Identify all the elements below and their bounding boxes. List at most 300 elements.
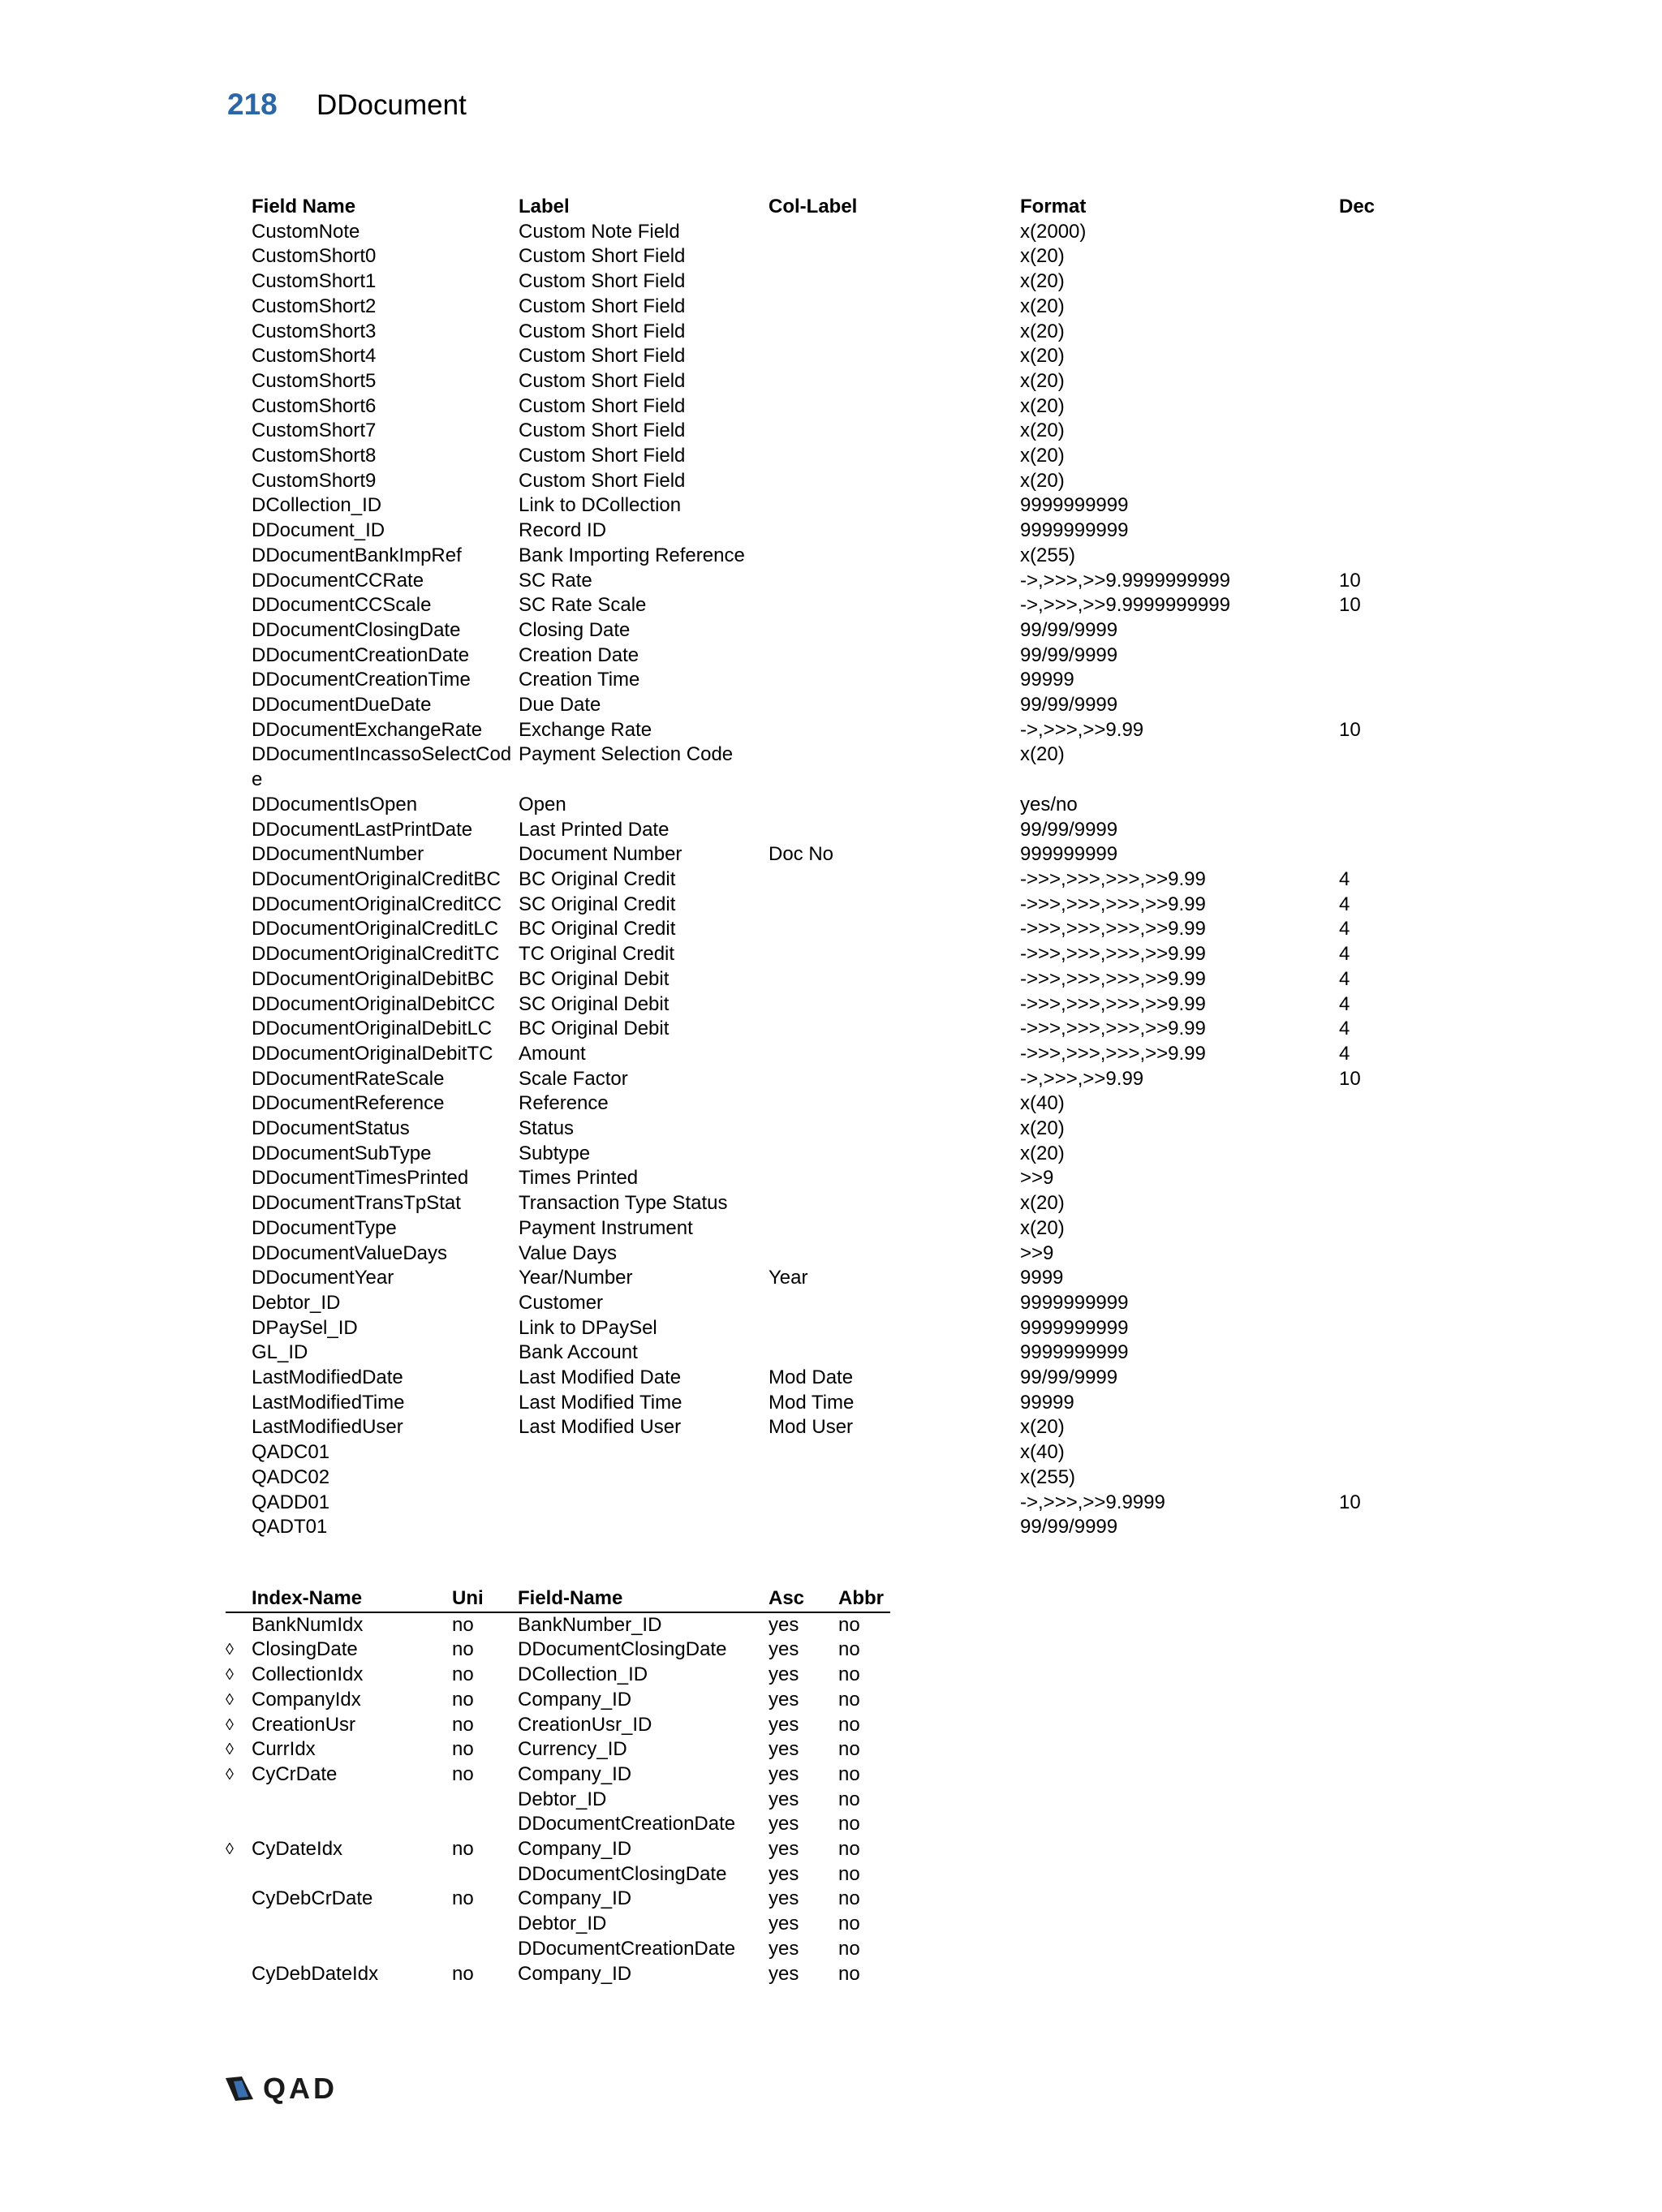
col-label-cell xyxy=(769,1291,1020,1316)
field-name-cell: DDocumentOriginalDebitLC xyxy=(252,1018,493,1040)
format-cell: x(20) xyxy=(1020,743,1065,766)
table-row xyxy=(252,419,1404,444)
table-row xyxy=(252,1341,1404,1366)
field-name-cell: LastModifiedUser xyxy=(252,1416,403,1439)
abbr-cell: no xyxy=(838,1688,860,1711)
label-cell: SC Original Debit xyxy=(519,992,670,1015)
label-cell: Status xyxy=(519,1117,575,1140)
index-marker-icon: ◊ xyxy=(226,1690,234,1709)
field-name-cell: LastModifiedTime xyxy=(252,1391,405,1414)
table-row xyxy=(252,444,1404,469)
index-field-cell: Debtor_ID xyxy=(518,1913,607,1935)
dec-cell xyxy=(1339,693,1404,718)
dec-cell xyxy=(1339,295,1404,320)
label-cell: Last Modified Date xyxy=(519,1366,682,1389)
label-cell: Year/Number xyxy=(519,1267,633,1289)
col-label-cell xyxy=(769,1142,1020,1167)
field-table-body xyxy=(252,220,1404,1540)
table-row xyxy=(252,1216,1404,1242)
field-name-cell: DDocumentOriginalCreditCC xyxy=(252,893,502,915)
table-row xyxy=(226,1912,890,1937)
format-cell: >>9 xyxy=(1020,1242,1054,1264)
label-cell: Custom Short Field xyxy=(519,345,686,368)
dec-cell xyxy=(1339,1415,1404,1440)
col-header-index-name: Index-Name xyxy=(252,1586,452,1612)
dec-cell xyxy=(1339,1242,1404,1267)
dec-cell xyxy=(1339,1341,1404,1366)
col-label-cell xyxy=(769,1515,1020,1540)
field-name-cell: DDocumentTimesPrinted xyxy=(252,1167,469,1190)
abbr-cell: no xyxy=(838,1813,860,1835)
index-marker-icon: ◊ xyxy=(226,1641,234,1659)
label-cell: SC Original Credit xyxy=(519,893,676,915)
dec-cell xyxy=(1339,793,1404,818)
dec-cell xyxy=(1339,269,1404,295)
format-cell: x(20) xyxy=(1020,270,1065,293)
format-cell: ->,>>>,>>9.9999 xyxy=(1020,1491,1165,1513)
label-cell: BC Original Credit xyxy=(519,918,676,940)
abbr-cell: no xyxy=(838,1713,860,1736)
field-name-cell: CustomShort5 xyxy=(252,369,377,392)
field-name-cell: CustomShort6 xyxy=(252,394,377,417)
format-cell: x(20) xyxy=(1020,469,1065,492)
uni-cell: no xyxy=(452,1887,474,1910)
abbr-cell: no xyxy=(838,1638,860,1661)
index-marker-icon xyxy=(226,1812,252,1837)
col-label-cell xyxy=(769,320,1020,345)
label-cell: Open xyxy=(519,793,566,816)
dec-cell xyxy=(1339,1291,1404,1316)
format-cell: 9999999999 xyxy=(1020,494,1129,517)
abbr-cell: no xyxy=(838,1937,860,1960)
field-name-cell: CustomNote xyxy=(252,220,360,243)
label-cell: Custom Short Field xyxy=(519,420,686,442)
dec-cell xyxy=(1339,1266,1404,1291)
label-cell: Last Printed Date xyxy=(519,818,670,841)
dec-cell xyxy=(1339,493,1404,519)
index-field-cell: DDocumentCreationDate xyxy=(518,1813,736,1835)
format-cell: 999999999 xyxy=(1020,843,1118,866)
label-cell: Creation Date xyxy=(519,643,639,666)
label-cell: Transaction Type Status xyxy=(519,1192,728,1215)
table-row xyxy=(226,1663,890,1688)
col-header-uni: Uni xyxy=(452,1586,518,1612)
col-label-cell xyxy=(769,519,1020,544)
label-cell: Payment Instrument xyxy=(519,1216,693,1239)
dec-cell: 4 xyxy=(1339,918,1350,940)
col-label-cell xyxy=(769,469,1020,494)
index-marker-icon: ◊ xyxy=(226,1840,234,1859)
label-cell: Custom Short Field xyxy=(519,394,686,417)
format-cell: 99/99/9999 xyxy=(1020,618,1118,641)
field-name-cell: DDocumentCreationTime xyxy=(252,669,471,691)
index-field-cell: CreationUsr_ID xyxy=(518,1713,652,1736)
col-label-cell xyxy=(769,369,1020,394)
index-field-cell: DDocumentClosingDate xyxy=(518,1862,727,1885)
field-name-cell: DDocumentExchangeRate xyxy=(252,718,483,741)
asc-cell: yes xyxy=(769,1738,799,1761)
label-cell: BC Original Debit xyxy=(519,967,670,990)
field-name-cell: DDocumentStatus xyxy=(252,1117,410,1140)
table-row xyxy=(252,942,1404,967)
label-cell: Closing Date xyxy=(519,618,631,641)
field-name-cell: DDocumentYear xyxy=(252,1267,394,1289)
col-label-cell xyxy=(769,419,1020,444)
field-name-cell: DDocumentSubType xyxy=(252,1142,432,1164)
table-row xyxy=(252,220,1404,245)
label-cell: Custom Short Field xyxy=(519,445,686,467)
dec-cell: 4 xyxy=(1339,867,1350,890)
index-field-cell: Company_ID xyxy=(518,1688,632,1711)
dec-cell xyxy=(1339,742,1404,792)
format-cell: x(255) xyxy=(1020,1465,1076,1488)
label-cell: Custom Short Field xyxy=(519,469,686,492)
table-row xyxy=(252,544,1404,569)
index-name-cell: BankNumIdx xyxy=(252,1613,364,1636)
table-row xyxy=(252,469,1404,494)
qad-logo-icon xyxy=(224,2075,256,2102)
col-header-asc: Asc xyxy=(769,1586,838,1612)
index-field-cell: DDocumentCreationDate xyxy=(518,1937,736,1960)
label-cell: Record ID xyxy=(519,519,607,542)
index-name-cell xyxy=(252,1937,452,1962)
format-cell: 99/99/9999 xyxy=(1020,694,1118,717)
dec-cell xyxy=(1339,1316,1404,1341)
table-row xyxy=(252,618,1404,643)
label-cell xyxy=(519,1440,769,1465)
index-table-body xyxy=(226,1612,890,1987)
table-row xyxy=(252,793,1404,818)
format-cell: x(20) xyxy=(1020,1216,1065,1239)
table-row xyxy=(226,1837,890,1862)
format-cell: x(20) xyxy=(1020,1142,1065,1164)
asc-cell: yes xyxy=(769,1762,799,1785)
field-name-cell: DDocumentIncassoSelectCode xyxy=(252,743,512,791)
table-row xyxy=(252,1117,1404,1142)
col-label-cell xyxy=(769,643,1020,669)
dec-cell: 10 xyxy=(1339,569,1361,592)
field-name-cell: DDocumentCreationDate xyxy=(252,643,470,666)
field-name-cell: DDocumentOriginalDebitBC xyxy=(252,967,494,990)
page-number: 218 xyxy=(227,88,278,121)
col-label-cell xyxy=(769,1316,1020,1341)
field-name-cell: DDocumentType xyxy=(252,1216,397,1239)
col-label-cell xyxy=(769,1067,1020,1092)
format-cell: x(2000) xyxy=(1020,220,1087,243)
format-cell: ->>>,>>>,>>>,>>9.99 xyxy=(1020,992,1206,1015)
format-cell: x(20) xyxy=(1020,1416,1065,1439)
col-label-cell xyxy=(769,668,1020,693)
dec-cell xyxy=(1339,444,1404,469)
dec-cell xyxy=(1339,544,1404,569)
abbr-cell: no xyxy=(838,1762,860,1785)
col-label-cell xyxy=(769,569,1020,594)
label-cell: Due Date xyxy=(519,694,601,717)
format-cell: 9999 xyxy=(1020,1267,1064,1289)
col-label-cell xyxy=(769,793,1020,818)
table-row xyxy=(252,1291,1404,1316)
format-cell: ->,>>>,>>9.9999999999 xyxy=(1020,594,1230,617)
format-cell: 9999999999 xyxy=(1020,519,1129,542)
format-cell: x(20) xyxy=(1020,369,1065,392)
format-cell: ->>>,>>>,>>>,>>9.99 xyxy=(1020,1042,1206,1065)
table-row xyxy=(252,394,1404,420)
uni-cell xyxy=(452,1912,518,1937)
dec-cell xyxy=(1339,469,1404,494)
table-row xyxy=(252,1491,1404,1516)
asc-cell: yes xyxy=(769,1638,799,1661)
abbr-cell: no xyxy=(838,1838,860,1861)
table-row xyxy=(252,992,1404,1018)
index-name-cell xyxy=(252,1812,452,1837)
table-row xyxy=(226,1937,890,1962)
index-marker-icon xyxy=(226,1862,252,1887)
dec-cell xyxy=(1339,1465,1404,1491)
format-cell: >>9 xyxy=(1020,1167,1054,1190)
table-row xyxy=(252,1067,1404,1092)
dec-cell xyxy=(1339,344,1404,369)
index-marker-icon xyxy=(226,1887,252,1912)
dec-cell xyxy=(1339,1440,1404,1465)
col-label-cell xyxy=(769,1242,1020,1267)
field-name-cell: DDocumentLastPrintDate xyxy=(252,818,473,841)
table-row xyxy=(252,693,1404,718)
col-header-col-label: Col-Label xyxy=(769,196,858,217)
abbr-cell: no xyxy=(838,1913,860,1935)
abbr-cell: no xyxy=(838,1788,860,1810)
index-name-cell: CompanyIdx xyxy=(252,1688,361,1711)
col-label-cell: Year xyxy=(769,1267,808,1289)
page-header xyxy=(227,88,467,128)
dec-cell xyxy=(1339,1166,1404,1191)
label-cell: Value Days xyxy=(519,1242,617,1264)
format-cell: 99/99/9999 xyxy=(1020,643,1118,666)
field-name-cell: DDocumentOriginalDebitCC xyxy=(252,992,496,1015)
format-cell: x(20) xyxy=(1020,245,1065,268)
asc-cell: yes xyxy=(769,1962,799,1985)
asc-cell: yes xyxy=(769,1887,799,1910)
col-label-cell: Doc No xyxy=(769,843,834,866)
col-label-cell xyxy=(769,1341,1020,1366)
label-cell xyxy=(519,1491,769,1516)
asc-cell: yes xyxy=(769,1613,799,1636)
dec-cell xyxy=(1339,618,1404,643)
dec-cell: 10 xyxy=(1339,718,1361,741)
format-cell: x(255) xyxy=(1020,544,1076,566)
index-name-cell: ClosingDate xyxy=(252,1638,358,1661)
format-cell: ->,>>>,>>9.9999999999 xyxy=(1020,569,1230,592)
label-cell: Custom Short Field xyxy=(519,369,686,392)
format-cell: ->>>,>>>,>>>,>>9.99 xyxy=(1020,918,1206,940)
index-field-cell: Company_ID xyxy=(518,1838,632,1861)
field-name-cell: DDocumentNumber xyxy=(252,843,424,866)
field-name-cell: QADD01 xyxy=(252,1491,330,1513)
field-table xyxy=(252,195,1404,1540)
col-label-cell xyxy=(769,867,1020,893)
label-cell: Custom Short Field xyxy=(519,295,686,317)
dec-cell: 4 xyxy=(1339,943,1350,966)
table-row xyxy=(252,1042,1404,1067)
table-row xyxy=(252,269,1404,295)
abbr-cell: no xyxy=(838,1613,860,1636)
field-name-cell: QADC01 xyxy=(252,1441,330,1464)
format-cell: ->,>>>,>>9.99 xyxy=(1020,1067,1144,1090)
col-label-cell xyxy=(769,269,1020,295)
abbr-cell: no xyxy=(838,1887,860,1910)
dec-cell xyxy=(1339,842,1404,867)
col-label-cell xyxy=(769,1440,1020,1465)
label-cell: BC Original Credit xyxy=(519,867,676,890)
dec-cell xyxy=(1339,1216,1404,1242)
col-label-cell xyxy=(769,1216,1020,1242)
label-cell: Scale Factor xyxy=(519,1067,628,1090)
label-cell: Times Printed xyxy=(519,1167,639,1190)
index-marker-icon xyxy=(226,1612,252,1638)
col-label-cell: Mod Time xyxy=(769,1391,855,1414)
col-label-cell xyxy=(769,1166,1020,1191)
field-table-header xyxy=(252,195,1404,220)
label-cell: Amount xyxy=(519,1042,586,1065)
field-name-cell: DDocumentOriginalCreditLC xyxy=(252,918,499,940)
uni-cell: no xyxy=(452,1613,474,1636)
format-cell: x(20) xyxy=(1020,420,1065,442)
col-label-cell xyxy=(769,295,1020,320)
dec-cell xyxy=(1339,244,1404,269)
table-row xyxy=(252,1391,1404,1416)
field-name-cell: DDocumentOriginalCreditBC xyxy=(252,867,501,890)
table-row xyxy=(252,1242,1404,1267)
format-cell: ->>>,>>>,>>>,>>9.99 xyxy=(1020,967,1206,990)
table-row xyxy=(226,1762,890,1788)
format-cell: 99/99/9999 xyxy=(1020,1516,1118,1539)
field-name-cell: CustomShort2 xyxy=(252,295,377,317)
dec-cell xyxy=(1339,1366,1404,1391)
format-cell: 9999999999 xyxy=(1020,1316,1129,1339)
col-label-cell xyxy=(769,718,1020,743)
dec-cell xyxy=(1339,220,1404,245)
label-cell: Creation Time xyxy=(519,669,640,691)
col-label-cell xyxy=(769,967,1020,992)
label-cell: Subtype xyxy=(519,1142,591,1164)
field-name-cell: DDocumentTransTpStat xyxy=(252,1192,461,1215)
uni-cell: no xyxy=(452,1638,474,1661)
format-cell: x(40) xyxy=(1020,1092,1065,1115)
index-marker-icon: ◊ xyxy=(226,1765,234,1784)
table-row xyxy=(252,244,1404,269)
asc-cell: yes xyxy=(769,1713,799,1736)
uni-cell: no xyxy=(452,1838,474,1861)
index-field-cell: DDocumentClosingDate xyxy=(518,1638,727,1661)
dec-cell xyxy=(1339,1191,1404,1216)
format-cell: ->>>,>>>,>>>,>>9.99 xyxy=(1020,867,1206,890)
table-row xyxy=(252,718,1404,743)
format-cell: yes/no xyxy=(1020,793,1078,816)
dec-cell xyxy=(1339,668,1404,693)
label-cell: Bank Importing Reference xyxy=(519,544,745,566)
field-name-cell: DDocumentClosingDate xyxy=(252,618,461,641)
dec-cell: 10 xyxy=(1339,1491,1361,1513)
table-row xyxy=(252,1191,1404,1216)
uni-cell xyxy=(452,1937,518,1962)
index-marker-icon: ◊ xyxy=(226,1715,234,1734)
label-cell xyxy=(519,1515,769,1540)
asc-cell: yes xyxy=(769,1688,799,1711)
dec-cell xyxy=(1339,1091,1404,1117)
col-header-format: Format xyxy=(1020,196,1087,217)
format-cell: x(20) xyxy=(1020,295,1065,317)
uni-cell: no xyxy=(452,1713,474,1736)
asc-cell: yes xyxy=(769,1838,799,1861)
label-cell: Bank Account xyxy=(519,1341,638,1364)
uni-cell xyxy=(452,1862,518,1887)
label-cell: Customer xyxy=(519,1291,604,1314)
format-cell: x(20) xyxy=(1020,1117,1065,1140)
field-name-cell: DDocumentBankImpRef xyxy=(252,544,462,566)
label-cell: SC Rate Scale xyxy=(519,594,647,617)
asc-cell: yes xyxy=(769,1862,799,1885)
format-cell: x(20) xyxy=(1020,445,1065,467)
col-label-cell xyxy=(769,1465,1020,1491)
label-cell: Exchange Rate xyxy=(519,718,652,741)
index-name-cell xyxy=(252,1912,452,1937)
table-row xyxy=(226,1612,890,1638)
dec-cell xyxy=(1339,320,1404,345)
asc-cell: yes xyxy=(769,1913,799,1935)
format-cell: 99999 xyxy=(1020,669,1074,691)
table-row xyxy=(252,842,1404,867)
table-row xyxy=(252,1316,1404,1341)
field-name-cell: GL_ID xyxy=(252,1341,308,1364)
uni-cell: no xyxy=(452,1762,474,1785)
label-cell: Custom Note Field xyxy=(519,220,680,243)
field-name-cell: CustomShort7 xyxy=(252,420,377,442)
table-row xyxy=(252,1017,1404,1042)
col-header-marker xyxy=(226,1586,252,1612)
field-name-cell: DPaySel_ID xyxy=(252,1316,358,1339)
col-label-cell xyxy=(769,942,1020,967)
uni-cell xyxy=(452,1788,518,1813)
label-cell: BC Original Debit xyxy=(519,1018,670,1040)
table-row xyxy=(252,1266,1404,1291)
asc-cell: yes xyxy=(769,1788,799,1810)
format-cell: ->,>>>,>>9.99 xyxy=(1020,718,1144,741)
index-marker-icon xyxy=(226,1788,252,1813)
format-cell: ->>>,>>>,>>>,>>9.99 xyxy=(1020,893,1206,915)
dec-cell xyxy=(1339,643,1404,669)
col-label-cell xyxy=(769,693,1020,718)
field-name-cell: DDocumentRateScale xyxy=(252,1067,445,1090)
col-header-label: Label xyxy=(519,196,570,217)
index-name-cell xyxy=(252,1862,452,1887)
field-name-cell: CustomShort1 xyxy=(252,270,377,293)
table-row xyxy=(252,493,1404,519)
table-row xyxy=(252,668,1404,693)
table-row xyxy=(252,867,1404,893)
dec-cell xyxy=(1339,369,1404,394)
field-name-cell: DDocument_ID xyxy=(252,519,385,542)
field-name-cell: QADC02 xyxy=(252,1465,330,1488)
table-row xyxy=(226,1688,890,1713)
col-label-cell xyxy=(769,444,1020,469)
field-name-cell: DDocumentValueDays xyxy=(252,1242,447,1264)
col-label-cell xyxy=(769,618,1020,643)
dec-cell xyxy=(1339,519,1404,544)
field-name-cell: LastModifiedDate xyxy=(252,1366,403,1389)
label-cell: Document Number xyxy=(519,843,682,866)
table-row xyxy=(226,1862,890,1887)
format-cell: ->>>,>>>,>>>,>>9.99 xyxy=(1020,1018,1206,1040)
field-name-cell: CustomShort3 xyxy=(252,320,377,342)
